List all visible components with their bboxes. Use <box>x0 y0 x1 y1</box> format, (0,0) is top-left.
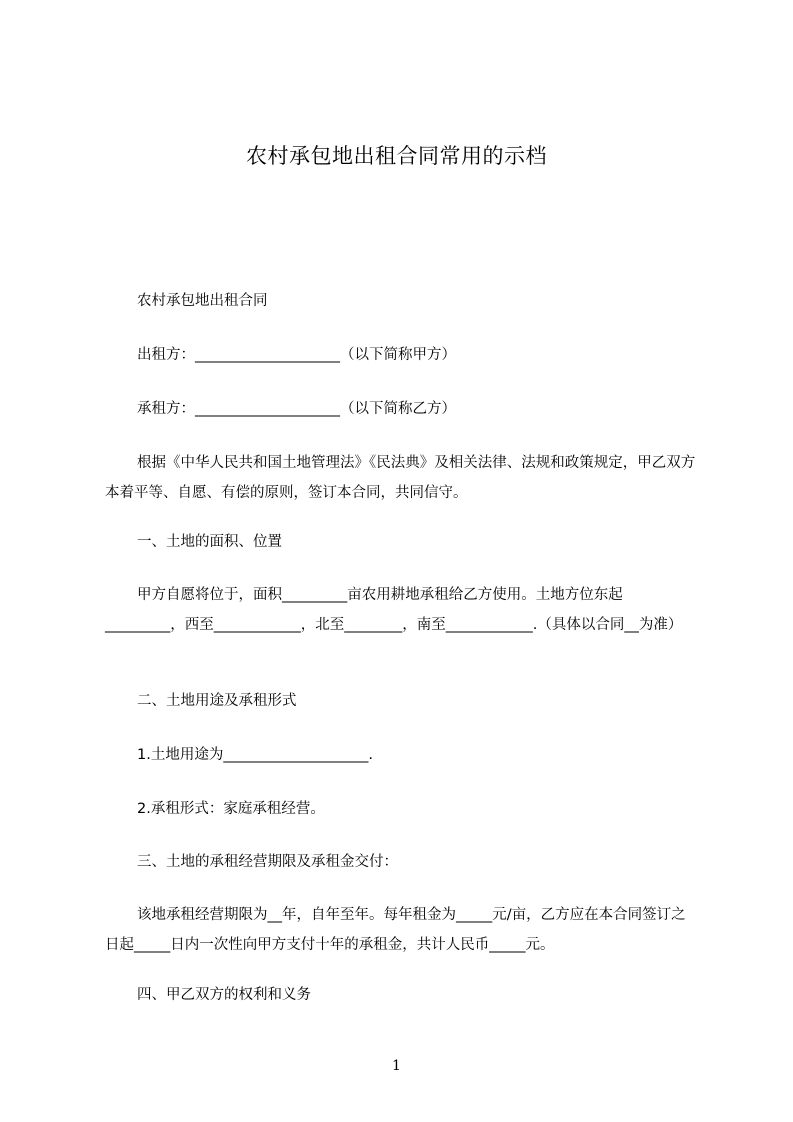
lessor-line: 出租方：____________________（以下简称甲方） <box>137 347 456 363</box>
section2-item-1: 1.土地用途为____________________. <box>137 747 373 763</box>
section1-heading: 一、土地的面积、位置 <box>137 534 282 550</box>
preamble-paragraph: 根据《中华人民共和国土地管理法》《民法典》及相关法律、法规和政策规定，甲乙双方本着平等、自愿、有偿的原则，签订本合同，共同信守。 <box>105 455 696 501</box>
section1-body: 甲方自愿将位于，面积_________亩农用耕地承租给乙方使用。土地方位东起_________，西至____________，北至________，南至____________.（具体以合同__为准） <box>105 587 683 633</box>
document-title: 农村承包地出租合同常用的示档 <box>246 144 547 168</box>
section2-item-2: 2.承租形式：家庭承租经营。 <box>137 801 325 817</box>
section3-body: 该地承租经营期限为__年，自年至年。每年租金为_____元/亩，乙方应在本合同签订之日起_____日内一次性向甲方支付十年的承租金，共计人民币_____元。 <box>105 907 686 953</box>
lessee-line: 承租方：____________________（以下简称乙方） <box>137 401 456 417</box>
contract-name: 农村承包地出租合同 <box>137 293 268 309</box>
section3-heading: 三、土地的承租经营期限及承租金交付： <box>137 854 398 870</box>
page-number: 1 <box>392 1058 401 1074</box>
section4-heading: 四、甲乙双方的权利和义务 <box>137 987 311 1003</box>
section2-heading: 二、土地用途及承租形式 <box>137 693 297 709</box>
